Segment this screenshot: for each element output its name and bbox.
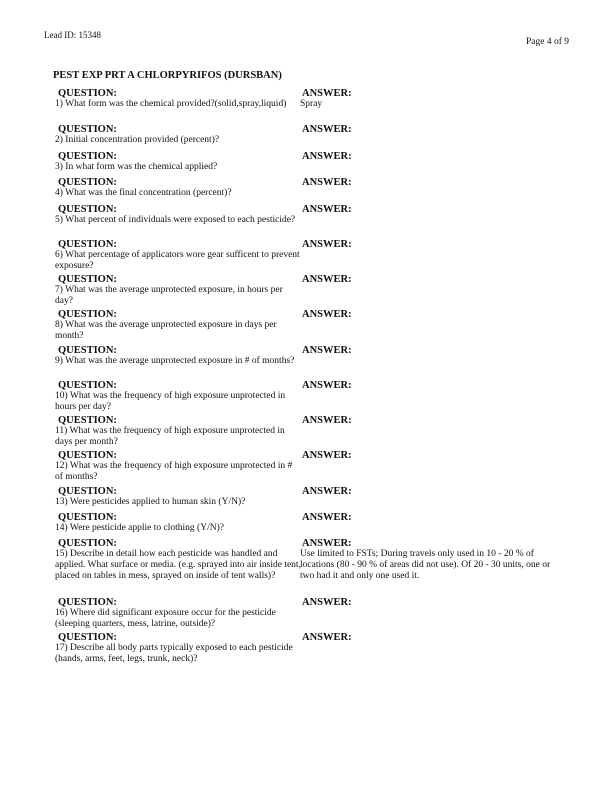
answer-label: ANSWER: bbox=[302, 88, 352, 99]
question-label: QUESTION: bbox=[58, 538, 117, 549]
answer-label: ANSWER: bbox=[302, 177, 352, 188]
question-label: QUESTION: bbox=[58, 380, 117, 391]
question-text: 8) What was the average unprotected exposure in days per month? bbox=[55, 320, 277, 341]
answer-text: Use limited to FSTs; During travels only used in 10 - 20 % of locations (80 - 90 % of areas did not use). Of 20 - 30 units, one or two had it and only one used it. bbox=[300, 549, 551, 581]
question-label: QUESTION: bbox=[58, 415, 117, 426]
answer-label: ANSWER: bbox=[302, 632, 352, 643]
question-text: 9) What was the average unprotected exposure in # of months? bbox=[55, 356, 295, 366]
question-text: 12) What was the frequency of high exposure unprotected in # of months? bbox=[55, 461, 293, 482]
answer-label: ANSWER: bbox=[302, 274, 352, 285]
question-label: QUESTION: bbox=[58, 239, 117, 250]
question-text: 1) What form was the chemical provided?(solid,spray,liquid) bbox=[55, 99, 287, 109]
question-text: 15) Describe in detail how each pesticide was handled and applied. What surface or media. (e.g. sprayed into air inside tent, placed on tables in mess, sprayed on inside of tent walls)? bbox=[55, 549, 301, 581]
answer-label: ANSWER: bbox=[302, 345, 352, 356]
question-label: QUESTION: bbox=[58, 309, 117, 320]
question-text: 7) What was the average unprotected exposure, in hours per day? bbox=[55, 285, 283, 306]
answer-text: Spray bbox=[300, 99, 323, 109]
answer-label: ANSWER: bbox=[302, 512, 352, 523]
question-text: 10) What was the frequency of high exposure unprotected in hours per day? bbox=[55, 391, 286, 412]
lead-id: Lead ID: 15348 bbox=[44, 30, 101, 40]
question-text: 11) What was the frequency of high exposure unprotected in days per month? bbox=[55, 426, 285, 447]
answer-label: ANSWER: bbox=[302, 597, 352, 608]
question-text: 6) What percentage of applicators wore gear sufficent to prevent exposure? bbox=[55, 250, 300, 271]
question-text: 2) Initial concentration provided (percent)? bbox=[55, 135, 220, 145]
question-label: QUESTION: bbox=[58, 274, 117, 285]
question-label: QUESTION: bbox=[58, 486, 117, 497]
question-text: 4) What was the final concentration (percent)? bbox=[55, 188, 232, 198]
question-text: 3) In what form was the chemical applied? bbox=[55, 162, 218, 172]
question-label: QUESTION: bbox=[58, 88, 117, 99]
question-text: 14) Were pesticide applie to clothing (Y/N)? bbox=[55, 523, 224, 533]
answer-label: ANSWER: bbox=[302, 486, 352, 497]
page-number: Page 4 of 9 bbox=[526, 37, 570, 47]
question-label: QUESTION: bbox=[58, 204, 117, 215]
question-text: 16) Where did significant exposure occur for the pesticide (sleeping quarters, mess, latrine, outside)? bbox=[55, 608, 276, 629]
question-label: QUESTION: bbox=[58, 597, 117, 608]
question-text: 17) Describe all body parts typically exposed to each pesticide (hands, arms, feet, legs, trunk, neck)? bbox=[55, 643, 293, 664]
answer-label: ANSWER: bbox=[302, 124, 352, 135]
question-label: QUESTION: bbox=[58, 450, 117, 461]
question-text: 5) What percent of individuals were exposed to each pesticide? bbox=[55, 215, 296, 225]
answer-label: ANSWER: bbox=[302, 151, 352, 162]
document-title: PEST EXP PRT A CHLORPYRIFOS (DURSBAN) bbox=[53, 70, 282, 81]
question-label: QUESTION: bbox=[58, 512, 117, 523]
answer-label: ANSWER: bbox=[302, 415, 352, 426]
question-label: QUESTION: bbox=[58, 177, 117, 188]
question-text: 13) Were pesticides applied to human skin (Y/N)? bbox=[55, 497, 246, 507]
answer-label: ANSWER: bbox=[302, 450, 352, 461]
answer-label: ANSWER: bbox=[302, 309, 352, 320]
answer-label: ANSWER: bbox=[302, 204, 352, 215]
question-label: QUESTION: bbox=[58, 632, 117, 643]
answer-label: ANSWER: bbox=[302, 538, 352, 549]
answer-label: ANSWER: bbox=[302, 239, 352, 250]
answer-label: ANSWER: bbox=[302, 380, 352, 391]
question-label: QUESTION: bbox=[58, 124, 117, 135]
question-label: QUESTION: bbox=[58, 345, 117, 356]
question-label: QUESTION: bbox=[58, 151, 117, 162]
